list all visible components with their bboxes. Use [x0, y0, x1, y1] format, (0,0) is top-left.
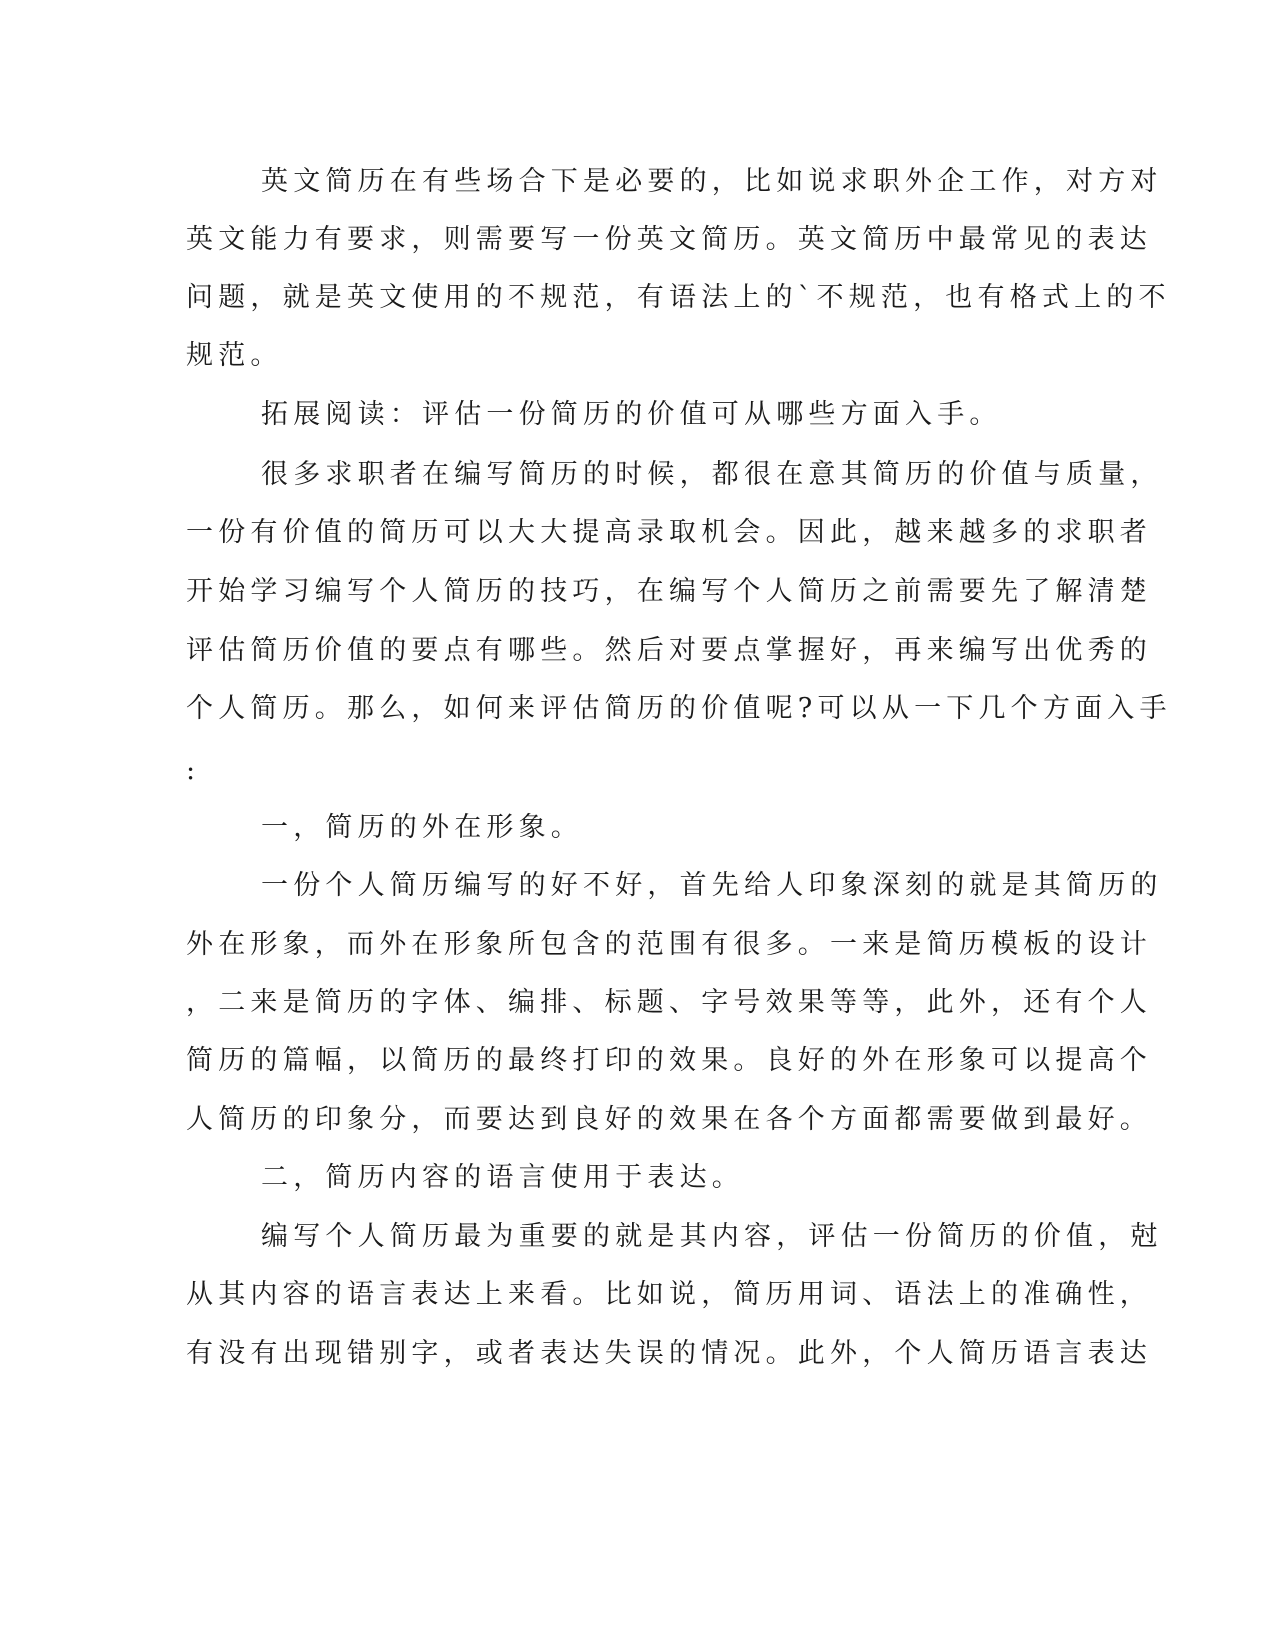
paragraph-line: 英文简历在有些场合下是必要的，比如说求职外企工作，对方对 — [261, 166, 1163, 197]
paragraph-line: 个人简历。那么，如何来评估简历的价值呢?可以从一下几个方面入手 — [186, 693, 1172, 724]
paragraph-line: 评估简历价值的要点有哪些。然后对要点掌握好，再来编写出优秀的 — [186, 635, 1152, 666]
paragraph-line: 有没有出现错别字，或者表达失误的情况。此外，个人简历语言表达 — [186, 1338, 1152, 1369]
paragraph-line: : — [186, 755, 201, 786]
paragraph-line: 一份有价值的简历可以大大提高录取机会。因此，越来越多的求职者 — [186, 517, 1152, 548]
paragraph-line: 人简历的印象分，而要达到良好的效果在各个方面都需要做到最好。 — [186, 1104, 1152, 1135]
paragraph-line: 从其内容的语言表达上来看。比如说，简历用词、语法上的准确性， — [186, 1279, 1152, 1310]
paragraph-line: 很多求职者在编写简历的时候，都很在意其简历的价值与质量， — [261, 459, 1163, 490]
paragraph-line: 一份个人简历编写的好不好，首先给人印象深刻的就是其简历的 — [261, 870, 1163, 901]
section-heading: 一，简历的外在形象。 — [261, 812, 583, 843]
section-heading: 二，简历内容的语言使用于表达。 — [261, 1162, 744, 1193]
paragraph-line: 问题，就是英文使用的不规范，有语法上的`不规范，也有格式上的不 — [186, 282, 1171, 313]
paragraph-line: 英文能力有要求，则需要写一份英文简历。英文简历中最常见的表达 — [186, 224, 1152, 255]
paragraph-line: 开始学习编写个人简历的技巧，在编写个人简历之前需要先了解清楚 — [186, 576, 1152, 607]
paragraph-line: 简历的篇幅，以简历的最终打印的效果。良好的外在形象可以提高个 — [186, 1045, 1152, 1076]
paragraph-line: ，二来是简历的字体、编排、标题、字号效果等等，此外，还有个人 — [186, 987, 1152, 1018]
paragraph-line: 外在形象，而外在形象所包含的范围有很多。一来是简历模板的设计 — [186, 929, 1152, 960]
paragraph-line: 规范。 — [186, 340, 283, 371]
paragraph-line: 拓展阅读：评估一份简历的价值可从哪些方面入手。 — [261, 399, 1002, 430]
paragraph-line: 编写个人简历最为重要的就是其内容，评估一份简历的价值，尅 — [261, 1221, 1163, 1252]
